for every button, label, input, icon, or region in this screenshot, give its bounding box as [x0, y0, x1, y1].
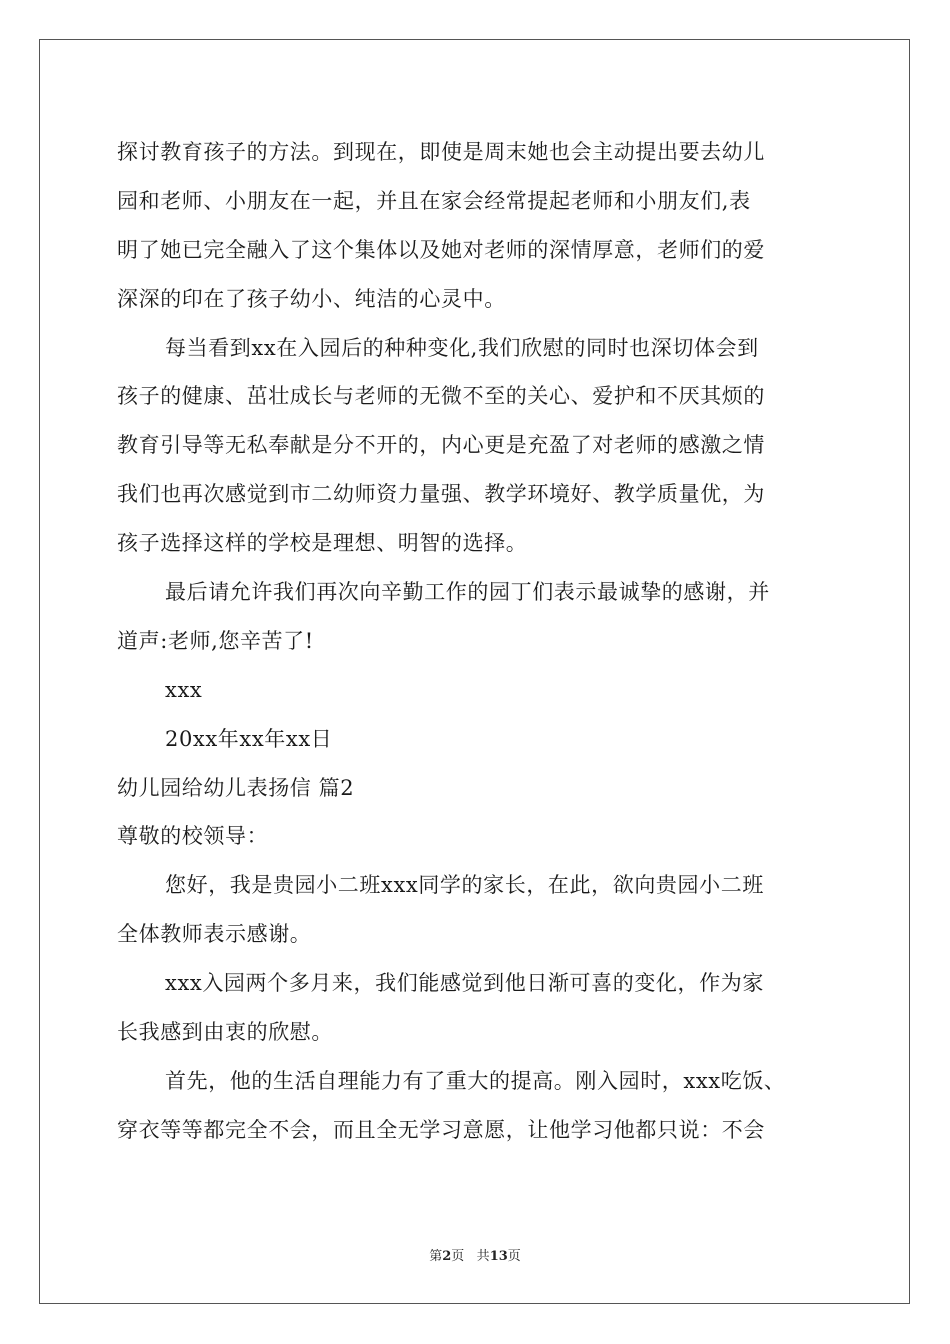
footer-page-suffix: 页 [451, 1249, 465, 1264]
text-line: 园和老师、小朋友在一起，并且在家会经常提起老师和小朋友们,表 [117, 188, 751, 213]
footer-total-pages: 13 [489, 1249, 508, 1264]
text-line: 长我感到由衷的欣慰。 [117, 1020, 333, 1045]
text-line: 穿衣等等都完全不会，而且全无学习意愿，让他学习他都只说：不会 [117, 1117, 765, 1142]
text-line: 20xx年xx年xx日 [165, 726, 333, 751]
text-line: 幼儿园给幼儿表扬信 篇2 [117, 775, 355, 800]
text-line: 探讨教育孩子的方法。到现在，即使是周末她也会主动提出要去幼儿 [117, 140, 765, 164]
text-line: 尊敬的校领导： [117, 824, 269, 849]
document-body [117, 128, 837, 1155]
footer-page-prefix: 第 [429, 1249, 443, 1264]
text-line: 首先，他的生活自理能力有了重大的提高。刚入园时，xxx吃饭、 [165, 1068, 786, 1093]
footer-total-prefix: 共 [476, 1249, 490, 1264]
text-line: 每当看到xx在入园后的种种变化,我们欣慰的同时也深切体会到 [165, 335, 759, 360]
text-line: 全体教师表示感谢。 [117, 922, 312, 947]
text-line: 深深的印在了孩子幼小、纯洁的心灵中。 [117, 286, 506, 311]
footer-page-number: 2 [442, 1249, 452, 1264]
text-line: 道声:老师,您辛苦了! [117, 628, 314, 653]
text-line: 孩子选择这样的学校是理想、明智的选择。 [117, 531, 528, 556]
text-line: 最后请允许我们再次向辛勤工作的园丁们表示最诚挚的感谢，并 [165, 580, 770, 605]
text-line: 教育引导等无私奉献是分不开的，内心更是充盈了对老师的感激之情 [117, 433, 765, 458]
text-line: 我们也再次感觉到市二幼师资力量强、教学环境好、教学质量优，为 [117, 482, 765, 507]
text-line: 明了她已完全融入了这个集体以及她对老师的深情厚意，老师们的爱 [117, 237, 765, 262]
footer-total-suffix: 页 [507, 1249, 521, 1264]
text-line: 您好，我是贵园小二班xxx同学的家长，在此，欲向贵园小二班 [165, 873, 764, 898]
text-line: xxx入园两个多月来，我们能感觉到他日渐可喜的变化，作为家 [165, 971, 764, 996]
page-footer [0, 1245, 950, 1264]
text-line: xxx [165, 677, 203, 702]
text-line: 孩子的健康、茁壮成长与老师的无微不至的关心、爱护和不厌其烦的 [117, 384, 765, 409]
